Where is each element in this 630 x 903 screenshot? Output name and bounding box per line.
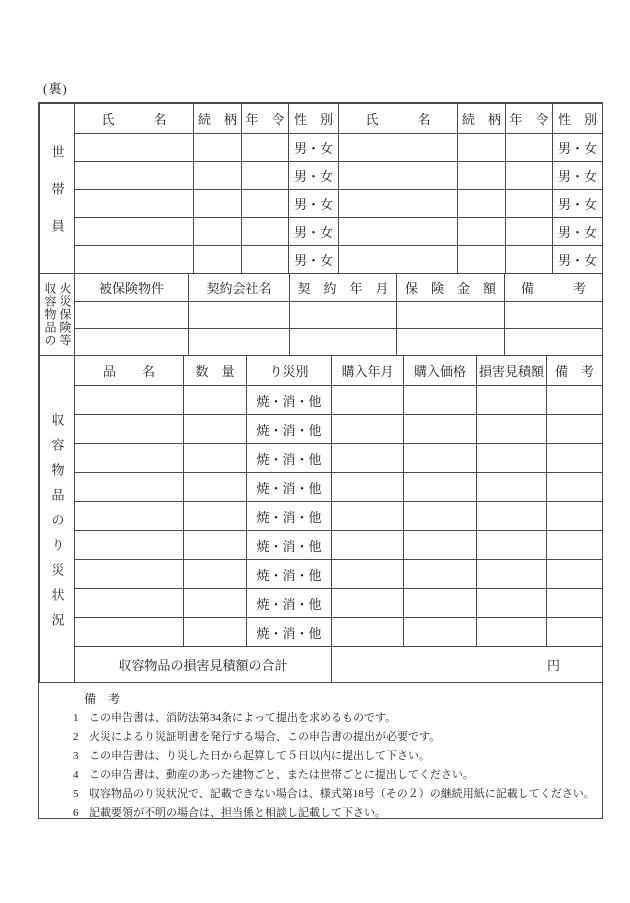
sex-cell: 男・女: [553, 246, 603, 274]
contract-date-header: 契 約 年 月: [290, 274, 397, 302]
purchase-date-cell: [332, 618, 404, 647]
insurance-remarks-header: 備 考: [505, 274, 603, 302]
quantity-cell: [184, 473, 247, 502]
relation-header: 続 柄: [458, 104, 506, 134]
age-cell: [242, 246, 289, 274]
purchase-date-cell: [332, 473, 404, 502]
quantity-header: 数 量: [184, 356, 247, 386]
name-header: 氏 名: [339, 104, 458, 134]
quantity-cell: [184, 415, 247, 444]
quantity-cell: [184, 589, 247, 618]
goods-remarks-header: 備 考: [547, 356, 603, 386]
contract-date-cell: [290, 302, 397, 329]
goods-remarks-cell: [547, 502, 603, 531]
household-row: [40, 190, 603, 218]
contract-company-header: 契約会社名: [189, 274, 290, 302]
sex-cell: 男・女: [553, 218, 603, 246]
age-cell: [242, 162, 289, 190]
notes-section: [39, 683, 602, 818]
age-cell: [242, 134, 289, 162]
item-name-header: 品 名: [75, 356, 184, 386]
fire-type-cell: 焼・消・他: [247, 502, 332, 531]
goods-remarks-cell: [547, 589, 603, 618]
note-item: [73, 804, 592, 823]
sex-header: 性 別: [553, 104, 603, 134]
fire-type-cell: 焼・消・他: [247, 560, 332, 589]
name-cell: [75, 246, 194, 274]
goods-remarks-cell: [547, 386, 603, 415]
goods-row: [40, 473, 603, 502]
relation-cell: [458, 162, 506, 190]
relation-cell: [458, 218, 506, 246]
insurance-table: [39, 273, 603, 356]
purchase-price-cell: [404, 502, 477, 531]
relation-cell: [458, 134, 506, 162]
form-outer: [38, 102, 603, 819]
household-row: [40, 162, 603, 190]
note-number: 5: [73, 788, 79, 800]
goods-row: [40, 531, 603, 560]
fire-type-cell: 焼・消・他: [247, 473, 332, 502]
goods-remarks-cell: [547, 618, 603, 647]
goods-remarks-cell: [547, 560, 603, 589]
quantity-cell: [184, 531, 247, 560]
quantity-cell: [184, 444, 247, 473]
note-number: 1: [73, 712, 79, 724]
note-number: 3: [73, 750, 79, 762]
insurance-section-label-line2: 火災保険等: [58, 282, 72, 347]
goods-row: [40, 589, 603, 618]
damage-estimate-cell: [477, 473, 547, 502]
name-cell: [339, 134, 458, 162]
fire-type-cell: 焼・消・他: [247, 531, 332, 560]
name-header: 氏 名: [75, 104, 194, 134]
sex-cell: 男・女: [553, 162, 603, 190]
goods-table: [39, 355, 603, 683]
item-name-cell: [75, 502, 184, 531]
insured-property-cell: [75, 329, 189, 356]
purchase-date-cell: [332, 531, 404, 560]
note-text: この申告書は、動産のあった建物ごと、または世帯ごとに提出してください。: [89, 769, 474, 781]
fire-type-cell: 焼・消・他: [247, 589, 332, 618]
goods-remarks-cell: [547, 531, 603, 560]
note-text: 収容物品のり災状況で、記載できない場合は、様式第18号（その２）の継続用紙に記載してください。: [89, 788, 595, 800]
name-cell: [75, 190, 194, 218]
contract-date-cell: [290, 329, 397, 356]
purchase-price-cell: [404, 589, 477, 618]
purchase-price-cell: [404, 618, 477, 647]
insurance-remarks-cell: [505, 329, 603, 356]
purchase-price-cell: [404, 415, 477, 444]
item-name-cell: [75, 618, 184, 647]
item-name-cell: [75, 444, 184, 473]
age-cell: [242, 190, 289, 218]
household-row: [40, 246, 603, 274]
insurance-section-label-line1: 収容物品の: [43, 282, 57, 347]
goods-row: [40, 386, 603, 415]
sex-cell: 男・女: [289, 134, 339, 162]
insurance-amount-cell: [397, 302, 505, 329]
sex-cell: 男・女: [553, 134, 603, 162]
age-cell: [506, 134, 553, 162]
quantity-cell: [184, 560, 247, 589]
name-cell: [75, 134, 194, 162]
quantity-cell: [184, 502, 247, 531]
item-name-cell: [75, 531, 184, 560]
relation-cell: [458, 246, 506, 274]
goods-row: [40, 560, 603, 589]
purchase-date-cell: [332, 415, 404, 444]
age-cell: [506, 162, 553, 190]
insured-property-cell: [75, 302, 189, 329]
purchase-date-cell: [332, 502, 404, 531]
insured-property-header: 被保険物件: [75, 274, 189, 302]
insurance-remarks-cell: [505, 302, 603, 329]
sex-cell: 男・女: [289, 218, 339, 246]
goods-remarks-cell: [547, 444, 603, 473]
damage-estimate-cell: [477, 444, 547, 473]
damage-estimate-cell: [477, 589, 547, 618]
purchase-date-cell: [332, 444, 404, 473]
note-text: この申告書は、り災した日から起算して５日以内に提出して下さい。: [89, 750, 430, 762]
contract-company-cell: [189, 329, 290, 356]
goods-total-row: [40, 647, 603, 683]
relation-header: 続 柄: [194, 104, 242, 134]
name-cell: [339, 162, 458, 190]
fire-type-cell: 焼・消・他: [247, 618, 332, 647]
note-item: [73, 785, 595, 804]
purchase-date-cell: [332, 589, 404, 618]
sex-cell: 男・女: [289, 190, 339, 218]
name-cell: [339, 190, 458, 218]
item-name-cell: [75, 560, 184, 589]
sex-header: 性 別: [289, 104, 339, 134]
item-name-cell: [75, 589, 184, 618]
relation-cell: [194, 134, 242, 162]
age-cell: [506, 218, 553, 246]
household-row: [40, 218, 603, 246]
note-item: [73, 709, 592, 728]
note-text: この申告書は、消防法第34条によって提出を求めるものです。: [89, 712, 397, 724]
damage-estimate-header: 損害見積額: [477, 356, 547, 386]
item-name-cell: [75, 415, 184, 444]
item-name-cell: [75, 386, 184, 415]
notes-heading: 備 考: [84, 692, 121, 706]
sex-cell: 男・女: [289, 246, 339, 274]
insurance-row: [40, 302, 603, 329]
name-cell: [75, 218, 194, 246]
household-row: [40, 134, 603, 162]
purchase-price-cell: [404, 560, 477, 589]
note-text: 記載要領が不明の場合は、担当係と相談し記載して下さい。: [89, 807, 386, 819]
name-cell: [339, 246, 458, 274]
quantity-cell: [184, 386, 247, 415]
purchase-date-cell: [332, 386, 404, 415]
age-cell: [242, 218, 289, 246]
fire-type-header: り災別: [247, 356, 332, 386]
insurance-row: [40, 329, 603, 356]
household-table: [39, 103, 603, 274]
purchase-price-cell: [404, 444, 477, 473]
age-header: 年 令: [506, 104, 553, 134]
fire-type-cell: 焼・消・他: [247, 444, 332, 473]
damage-estimate-cell: [477, 618, 547, 647]
total-label-cell: 収容物品の損害見積額の合計: [75, 647, 332, 683]
quantity-cell: [184, 618, 247, 647]
purchase-price-cell: [404, 386, 477, 415]
note-number: 2: [73, 731, 79, 743]
goods-remarks-cell: [547, 473, 603, 502]
note-number: 4: [73, 769, 79, 781]
note-item: [73, 747, 592, 766]
fire-type-cell: 焼・消・他: [247, 386, 332, 415]
note-number: 6: [73, 807, 79, 819]
relation-cell: [194, 162, 242, 190]
fire-type-cell: 焼・消・他: [247, 415, 332, 444]
damage-estimate-cell: [477, 386, 547, 415]
name-cell: [339, 218, 458, 246]
relation-cell: [194, 246, 242, 274]
damage-estimate-cell: [477, 502, 547, 531]
purchase-date-cell: [332, 560, 404, 589]
insurance-amount-cell: [397, 329, 505, 356]
goods-remarks-cell: [547, 415, 603, 444]
note-item: [73, 766, 592, 785]
purchase-price-cell: [404, 473, 477, 502]
relation-cell: [194, 190, 242, 218]
goods-row: [40, 618, 603, 647]
insurance-amount-header: 保 険 金 額: [397, 274, 505, 302]
relation-cell: [194, 218, 242, 246]
damage-estimate-cell: [477, 531, 547, 560]
note-item: [73, 728, 592, 747]
purchase-price-cell: [404, 531, 477, 560]
sex-cell: 男・女: [553, 190, 603, 218]
age-cell: [506, 190, 553, 218]
item-name-cell: [75, 473, 184, 502]
household-section-label: 世帯員: [40, 104, 75, 274]
total-amount-cell: 円: [332, 647, 603, 683]
damage-estimate-cell: [477, 415, 547, 444]
goods-row: [40, 444, 603, 473]
relation-cell: [458, 190, 506, 218]
side-label: (裏): [43, 81, 68, 96]
age-cell: [506, 246, 553, 274]
goods-row: [40, 502, 603, 531]
purchase-date-header: 購入年月: [332, 356, 404, 386]
damage-estimate-cell: [477, 560, 547, 589]
note-text: 火災によるり災証明書を発行する場合、この申告書の提出が必要です。: [89, 731, 441, 743]
contract-company-cell: [189, 302, 290, 329]
sex-cell: 男・女: [289, 162, 339, 190]
name-cell: [75, 162, 194, 190]
goods-section-label: 収容物品のり災状況: [40, 356, 75, 683]
goods-row: [40, 415, 603, 444]
purchase-price-header: 購入価格: [404, 356, 477, 386]
age-header: 年 令: [242, 104, 289, 134]
insurance-section-label: [40, 274, 75, 356]
